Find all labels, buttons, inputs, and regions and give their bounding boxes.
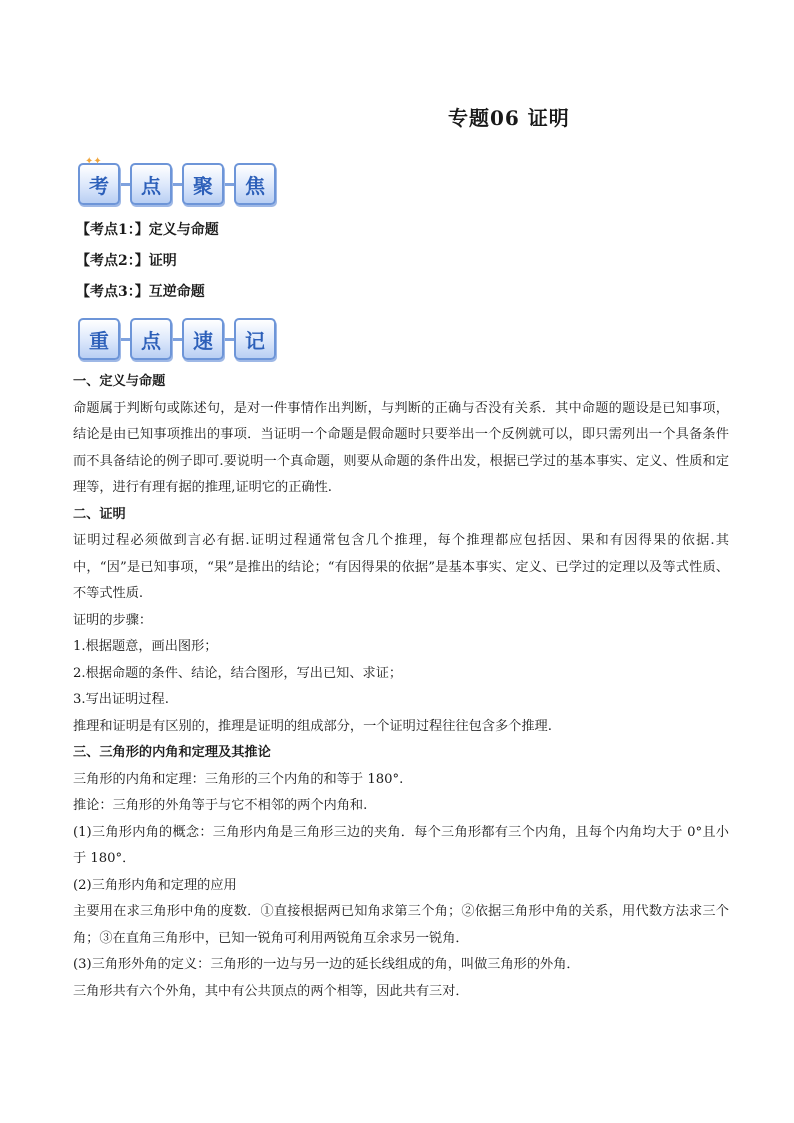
body-paragraph: 主要用在求三角形中角的度数．①直接根据两已知角求第三个角；②依据三角形中角的关系，用代数方法求三个角；③在直角三角形中，已知一锐角可利用两锐角互余求另一锐角． [73, 904, 729, 946]
body-paragraph: (2)三角形内角和定理的应用 [73, 877, 237, 893]
page-title: 专题06 证明 [448, 106, 570, 130]
zhongdian-suji-banner [78, 318, 276, 360]
banner-char: 焦 [245, 173, 265, 198]
banner-char: 点 [141, 328, 161, 353]
banner-char-badge [182, 318, 224, 360]
body-paragraph: 3.写出证明过程. [73, 692, 169, 707]
body-paragraph: 推论：三角形的外角等于与它不相邻的两个内角和. [73, 798, 368, 813]
banner-connector [224, 338, 234, 341]
kaodian-item: 【考点3：】互逆命题 [76, 284, 205, 300]
banner-connector [224, 183, 234, 186]
body-paragraph: 证明的步骤： [73, 612, 153, 628]
banner-char: 重 [89, 328, 109, 353]
banner-char-badge [130, 318, 172, 360]
banner-char-badge [130, 163, 172, 205]
kaodian-item: 【考点2：】证明 [76, 253, 177, 269]
section-heading: 三、三角形的内角和定理及其推论 [73, 745, 271, 760]
banner-char: 考 [89, 173, 109, 198]
banner-char: 点 [141, 173, 161, 198]
banner-char-badge [78, 156, 120, 205]
sparkle-icon: ✦✦ [85, 156, 102, 167]
banner-char-badge [234, 163, 276, 205]
banner-char-badge [234, 318, 276, 360]
body-paragraph: (1)三角形内角的概念：三角形内角是三角形三边的夹角．每个三角形都有三个内角，且每个内角均大于 0°且小于 180°． [73, 824, 729, 866]
body-paragraph: (3)三角形外角的定义：三角形的一边与另一边的延长线组成的角，叫做三角形的外角． [73, 957, 580, 972]
body-paragraph: 推理和证明是有区别的，推理是证明的组成部分，一个证明过程往往包含多个推理. [73, 718, 552, 734]
body-paragraph: 三角形的内角和定理：三角形的三个内角的和等于 180°. [73, 771, 404, 787]
notes-content [73, 369, 729, 1005]
banner-connector [172, 338, 182, 341]
banner-char: 记 [245, 328, 265, 353]
banner-connector [120, 183, 130, 186]
banner-char-badge [78, 318, 120, 360]
kaodian-juji-banner [78, 156, 276, 205]
kaodian-item: 【考点1：】定义与命题 [76, 222, 219, 238]
banner-char: 速 [193, 328, 213, 353]
banner-connector [172, 183, 182, 186]
section-heading: 一、定义与命题 [73, 374, 166, 389]
body-paragraph: 证明过程必须做到言必有据.证明过程通常包含几个推理，每个推理都应包括因、果和有因得果的依据.其中，“因”是已知事项，“果”是推出的结论；“有因得果的依据”是基本事实、定义、已学过的定理以及等式性质、不等式性质. [73, 533, 729, 601]
banner-char: 聚 [193, 173, 213, 198]
body-paragraph: 命题属于判断句或陈述句，是对一件事情作出判断，与判断的正确与否没有关系．其中命题的题设是已知事项，结论是由已知事项推出的事项．当证明一个命题是假命题时只要举出一个反例就可以，即只需列出一个具备条件而不具备结论的例子即可.要说明一个真命题，则要从命题的条件出发，根据已学过的基本事实、定义、性质和定理等，进行有理有据的推理,证明它的正确性. [73, 400, 729, 495]
body-paragraph: 三角形共有六个外角，其中有公共顶点的两个相等，因此共有三对． [73, 983, 469, 999]
body-paragraph: 2.根据命题的条件、结论，结合图形，写出已知、求证； [73, 665, 403, 681]
section-heading: 二、证明 [73, 506, 126, 522]
body-paragraph: 1.根据题意，画出图形； [73, 639, 218, 654]
banner-connector [120, 338, 130, 341]
banner-char-badge [182, 163, 224, 205]
